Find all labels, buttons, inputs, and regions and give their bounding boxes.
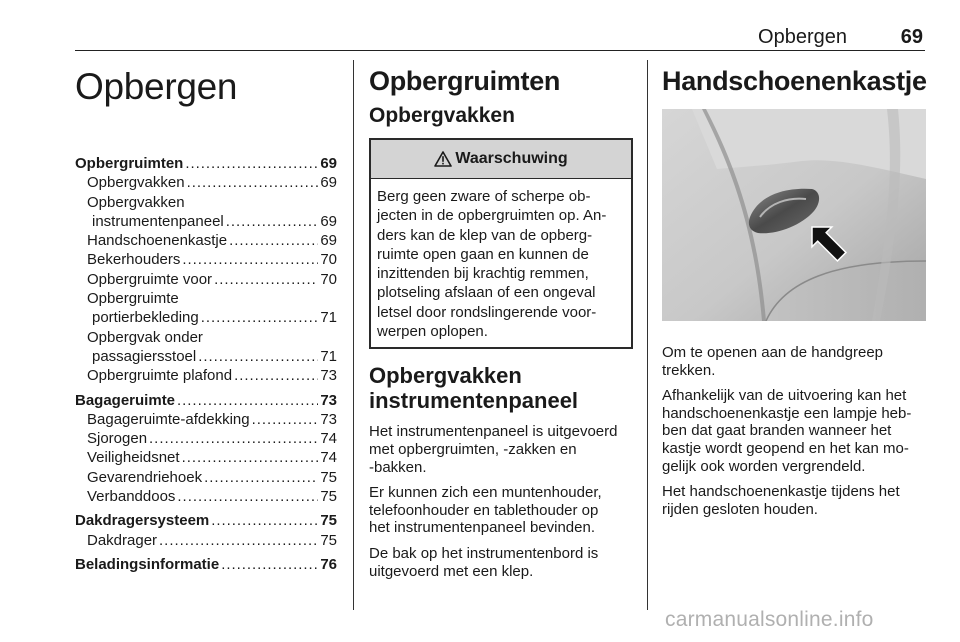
toc-entry-label: Opbergruimte plafond [87, 367, 233, 385]
warning-line: letsel door rondslingerende voor- [377, 303, 597, 321]
toc-entry-label: Beladingsinformatie [75, 555, 220, 573]
toc-leader-dots [204, 468, 318, 487]
section-heading-glovebox: Handschoenenkastje [662, 66, 927, 96]
toc-leader-dots [187, 173, 319, 192]
header-title: Opbergen [758, 26, 847, 48]
toc-entry[interactable] [75, 410, 337, 429]
warning-line: plotseling afslaan of een ongeval [377, 284, 596, 302]
toc-leader-dots [177, 391, 318, 410]
right-column [662, 60, 926, 526]
paragraph [662, 344, 926, 379]
warning-header [371, 140, 631, 179]
warning-line: inzittenden bij krachtig remmen, [377, 265, 589, 283]
toc-entry[interactable] [75, 468, 337, 487]
text-line: Om te openen aan de handgreep [662, 344, 884, 361]
toc-leader-dots [234, 366, 318, 385]
toc-entry[interactable] [75, 173, 337, 192]
warning-title: Waarschuwing [455, 150, 568, 167]
toc-entry-label: Bagageruimte-afdekking [87, 410, 250, 428]
paragraph [369, 484, 631, 537]
page-header [75, 24, 925, 51]
warning-line: ruimte open gaan en kunnen de [377, 245, 589, 263]
text-line: Er kunnen zich een muntenhouder, [369, 484, 602, 502]
toc-entry[interactable] [75, 511, 337, 530]
toc-entry-page: 70 [320, 251, 337, 269]
glovebox-photo [662, 109, 926, 321]
toc-entry-label: Opbergvakken [87, 174, 185, 192]
toc-leader-dots [214, 270, 318, 289]
middle-column [369, 60, 631, 588]
subsection-heading-instrument-panel [369, 363, 631, 413]
warning-line: werpen oplopen. [377, 323, 488, 341]
toc-entry[interactable] [75, 212, 337, 231]
toc-entry-label: Sjorogen [87, 430, 148, 448]
warning-line: ders kan de klep van de opberg- [377, 226, 593, 244]
toc-leader-dots [182, 448, 319, 467]
text-line: met opbergruimten, -zakken en [369, 440, 577, 458]
toc-entry-page: 73 [320, 391, 337, 409]
toc-entry-label: instrumentenpaneel [92, 212, 224, 230]
toc-entry-page: 74 [320, 449, 337, 467]
warning-box [369, 138, 633, 349]
column-divider [353, 60, 354, 610]
toc-entry-label: Handschoenenkastje [87, 232, 228, 250]
toc-entry-page: 70 [320, 270, 337, 288]
toc-entry-label: portierbekleding [92, 309, 199, 327]
toc-entry-page: 75 [320, 468, 337, 486]
toc-entry[interactable] [75, 328, 337, 347]
toc-entry-label: Bagageruimte [75, 391, 176, 409]
toc-entry-page: 75 [320, 488, 337, 506]
toc-entry[interactable] [75, 366, 337, 385]
toc-entry-label: Dakdragersysteem [75, 512, 210, 530]
toc-leader-dots [185, 154, 318, 173]
text-line: Het handschoenenkastje tijdens het [662, 483, 900, 501]
toc-entry-page: 69 [320, 232, 337, 250]
text-line: handschoenenkastje een lampje heb- [662, 404, 912, 422]
toc-entry-label: Opbergvakken [87, 193, 185, 211]
table-of-contents [75, 154, 337, 574]
toc-entry[interactable] [75, 531, 337, 550]
toc-entry[interactable] [75, 270, 337, 289]
text-line: -bakken. [369, 458, 427, 476]
toc-leader-dots [177, 487, 318, 506]
toc-entry-page: 69 [320, 174, 337, 192]
toc-entry-page: 73 [320, 410, 337, 428]
toc-entry[interactable] [75, 429, 337, 448]
chapter-title: Opbergen [75, 66, 238, 107]
section-heading: Opbergruimten [369, 66, 561, 96]
toc-leader-dots [201, 308, 319, 327]
text-line: telefoonhouder en tablethouder op [369, 501, 599, 519]
toc-entry-label: Opbergruimte [87, 290, 179, 308]
warning-line: jecten in de opbergruimten op. An- [377, 207, 607, 225]
toc-entry[interactable] [75, 487, 337, 506]
text-line: Afhankelijk van de uitvoering kan het [662, 387, 907, 405]
toc-entry[interactable] [75, 231, 337, 250]
subsection-heading: Opbergvakken [369, 104, 515, 127]
chapter-column [75, 60, 337, 574]
toc-entry[interactable] [75, 555, 337, 574]
toc-entry-page: 71 [320, 347, 337, 365]
text-line: Het instrumentenpaneel is uitgevoerd [369, 423, 618, 441]
paragraph [369, 545, 631, 580]
toc-leader-dots [252, 410, 319, 429]
toc-entry-label: Opbergruimten [75, 155, 184, 172]
toc-entry-label: Opbergvak onder [87, 328, 203, 346]
toc-entry[interactable] [75, 347, 337, 366]
warning-line: Berg geen zware of scherpe ob- [377, 188, 591, 205]
toc-entry[interactable] [75, 289, 337, 308]
toc-leader-dots [198, 347, 318, 366]
warning-triangle-icon [434, 151, 452, 167]
toc-entry[interactable] [75, 391, 337, 410]
toc-leader-dots [182, 250, 318, 269]
toc-leader-dots [221, 555, 318, 574]
toc-entry-page: 76 [320, 555, 337, 573]
toc-entry[interactable] [75, 448, 337, 467]
heading-line: Opbergvakken [369, 363, 522, 389]
toc-entry-label: Verbanddoos [87, 488, 176, 506]
toc-leader-dots [149, 429, 318, 448]
text-line: het instrumentenpaneel bevinden. [369, 519, 595, 537]
toc-entry-page: 73 [320, 367, 337, 385]
toc-entry-page: 74 [320, 430, 337, 448]
text-line: gelijk ook worden vergrendeld. [662, 457, 866, 475]
text-line: uitgevoerd met een klep. [369, 562, 534, 580]
toc-entry[interactable] [75, 308, 337, 327]
toc-leader-dots [226, 212, 319, 231]
toc-leader-dots [211, 511, 318, 530]
toc-entry-page: 75 [320, 512, 337, 530]
toc-entry[interactable] [75, 154, 337, 173]
watermark: carmanualsonline.info [665, 608, 874, 631]
text-line: ben dat gaat branden wanneer het [662, 422, 892, 440]
toc-entry[interactable] [75, 193, 337, 212]
text-line: De bak op het instrumentenbord is [369, 544, 599, 562]
toc-entry-label: Veiligheidsnet [87, 449, 180, 467]
text-line: kastje wordt geopend en het kan mo- [662, 439, 909, 457]
text-line: trekken. [662, 361, 716, 379]
toc-entry-label: Dakdrager [87, 531, 158, 549]
heading-line: instrumentenpaneel [369, 388, 579, 414]
toc-entry-page: 69 [320, 212, 337, 230]
text-line: rijden gesloten houden. [662, 500, 818, 518]
toc-entry[interactable] [75, 250, 337, 269]
paragraph [662, 483, 926, 518]
toc-entry-label: passagiersstoel [92, 347, 197, 365]
toc-entry-label: Opbergruimte voor [87, 270, 213, 288]
column-divider [647, 60, 648, 610]
toc-leader-dots [159, 531, 318, 550]
header-page-number: 69 [900, 26, 923, 48]
toc-entry-page: 71 [320, 309, 337, 327]
toc-entry-label: Gevarendriehoek [87, 468, 203, 486]
toc-leader-dots [229, 231, 318, 250]
toc-entry-label: Bekerhouders [87, 251, 181, 269]
paragraph [662, 387, 926, 475]
paragraph [369, 423, 631, 476]
toc-entry-page: 69 [320, 155, 337, 172]
toc-entry-page: 75 [320, 531, 337, 549]
warning-text [371, 179, 631, 347]
